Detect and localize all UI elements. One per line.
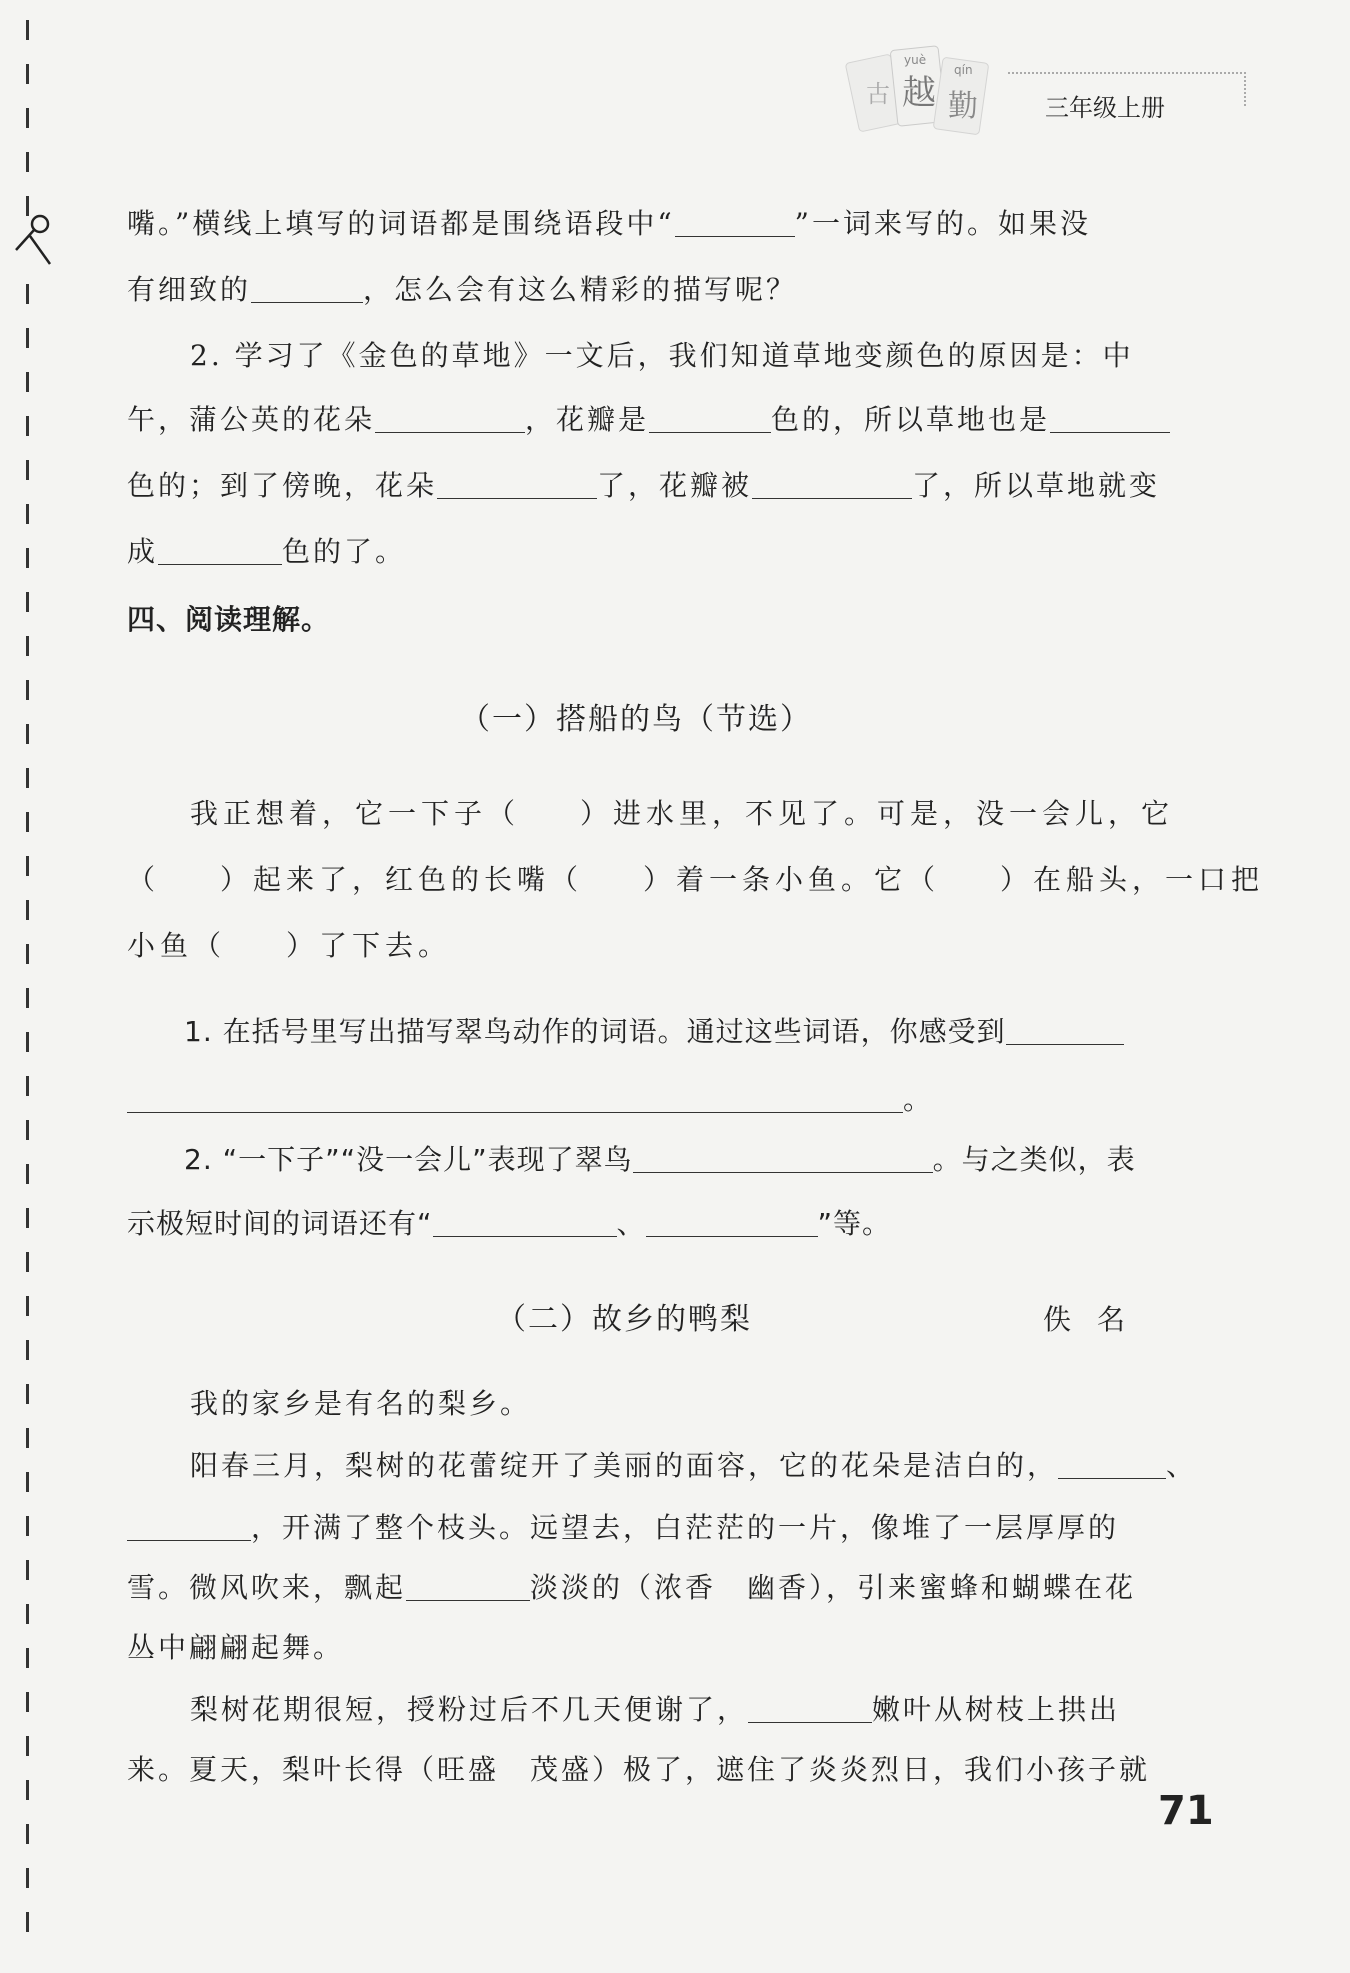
text-line: 。	[127, 1080, 1137, 1120]
cut-line-dash	[26, 1252, 29, 1272]
question-2: 2. 学习了《金色的草地》一文后，我们知道草地变颜色的原因是：中	[190, 339, 1134, 372]
passage-title: （二）故乡的鸭梨	[496, 1302, 752, 1337]
cut-line-dash	[26, 1208, 29, 1228]
answer-blank[interactable]	[1058, 1448, 1166, 1479]
answer-blank[interactable]	[437, 468, 597, 499]
cut-line-dash	[26, 1516, 29, 1536]
cut-line-dash	[26, 768, 29, 788]
answer-blank[interactable]	[1006, 1014, 1124, 1045]
text-line: 来。夏天，梨叶长得（旺盛 茂盛）极了，遮住了炎炎烈日，我们小孩子就	[127, 1753, 1151, 1786]
text-line: 示极短时间的词语还有“ 、 ”等。	[127, 1207, 892, 1240]
cut-line-dash	[26, 152, 29, 172]
text-line: 我的家乡是有名的梨乡。	[190, 1387, 532, 1420]
grade-label: 三年级上册	[1045, 94, 1165, 122]
text-line: 梨树花期很短，授粉过后不几天便谢了， 嫩叶从树枝上拱出	[190, 1693, 1121, 1726]
cut-line-dash	[26, 1164, 29, 1184]
cut-line-dash	[26, 64, 29, 84]
answer-blank[interactable]	[646, 1206, 818, 1237]
answer-blank[interactable]	[127, 1510, 251, 1541]
text-line: 成 色的了。	[127, 535, 407, 568]
answer-blank[interactable]	[375, 402, 525, 433]
text-line: 色的；到了傍晚，花朵 了，花瓣被 了，所以草地就变	[127, 469, 1161, 502]
cut-line-dash	[26, 680, 29, 700]
cut-line-dash	[26, 548, 29, 568]
text-line: ，开满了整个枝头。远望去，白茫茫的一片，像堆了一层厚厚的	[127, 1508, 1137, 1548]
answer-blank[interactable]	[127, 1082, 903, 1113]
cut-line-dash	[26, 328, 29, 348]
cut-line-dash	[26, 108, 29, 128]
text-line: 阳春三月，梨树的花蕾绽开了美丽的面容，它的花朵是洁白的， 、	[190, 1449, 1198, 1482]
cut-line-dash	[26, 1648, 29, 1668]
cut-line-dash	[26, 1076, 29, 1096]
cut-line-dash	[26, 636, 29, 656]
answer-blank[interactable]	[633, 1142, 933, 1173]
answer-blank[interactable]	[752, 468, 912, 499]
answer-blank[interactable]	[158, 534, 282, 565]
text-line: 有细致的 ，怎么会有这么精彩的描写呢？	[127, 273, 798, 306]
cut-line-dash	[26, 20, 29, 40]
text-line: 嘴。”横线上填写的词语都是围绕语段中“ ”一词来写的。如果没	[127, 207, 1091, 240]
text-line: （ ）起来了，红色的长嘴（ ）着一条小鱼。它（ ）在船头，一口把	[127, 863, 1265, 896]
passage-title: （一）搭船的鸟（节选）	[460, 702, 812, 737]
cut-line-dash	[26, 1692, 29, 1712]
cut-line-dash	[26, 1428, 29, 1448]
cut-line-dash	[26, 372, 29, 392]
author: 佚名	[1043, 1303, 1152, 1336]
answer-blank[interactable]	[406, 1570, 530, 1601]
answer-blank[interactable]	[748, 1692, 872, 1723]
cut-line-dash	[26, 504, 29, 524]
text-line: 我正想着，它一下子（ ）进水里，不见了。可是，没一会儿，它	[190, 797, 1175, 830]
cut-line-dash	[26, 1384, 29, 1404]
cut-line-dash	[26, 416, 29, 436]
cut-line-dash	[26, 1120, 29, 1140]
cut-line-dash	[26, 1780, 29, 1800]
cut-line-dash	[26, 1868, 29, 1888]
text-line: 雪。微风吹来，飘起 淡淡的（浓香 幽香），引来蜜蜂和蝴蝶在花	[127, 1571, 1137, 1604]
logo-pinyin-1: yuè	[904, 53, 927, 67]
text-line: 小鱼（ ）了下去。	[127, 929, 452, 962]
question-2: 2. “一下子”“没一会儿”表现了翠鸟 。与之类似，表	[184, 1143, 1136, 1176]
scissors-icon	[10, 210, 56, 270]
cut-line-dash	[26, 988, 29, 1008]
section-heading: 四、阅读理解。	[127, 603, 331, 636]
cut-line-dash	[26, 592, 29, 612]
cut-line	[26, 20, 30, 1960]
answer-blank[interactable]	[433, 1206, 617, 1237]
cut-line-dash	[26, 1824, 29, 1844]
text-line: 丛中翩翩起舞。	[127, 1631, 345, 1664]
cut-line-dash	[26, 460, 29, 480]
text-line: 午，蒲公英的花朵 ，花瓣是 色的，所以草地也是	[127, 400, 1137, 440]
cut-line-dash	[26, 1560, 29, 1580]
brand-logo	[830, 40, 1010, 160]
logo-pinyin-2: qín	[954, 63, 973, 77]
page-number: 71	[1158, 1788, 1214, 1834]
cut-line-dash	[26, 1340, 29, 1360]
answer-blank[interactable]	[649, 402, 771, 433]
answer-blank[interactable]	[251, 272, 363, 303]
cut-line-dash	[26, 944, 29, 964]
logo-char-2: 越	[902, 73, 936, 113]
logo-char-1: 古	[866, 80, 890, 108]
cut-line-dash	[26, 1472, 29, 1492]
cut-line-dash	[26, 1736, 29, 1756]
cut-line-dash	[26, 1604, 29, 1624]
question-1: 1. 在括号里写出描写翠鸟动作的词语。通过这些词语，你感受到	[184, 1012, 1194, 1052]
cut-line-dash	[26, 900, 29, 920]
cut-line-dash	[26, 812, 29, 832]
answer-blank[interactable]	[1050, 402, 1170, 433]
cut-line-dash	[26, 284, 29, 304]
cut-line-dash	[26, 1296, 29, 1316]
answer-blank[interactable]	[675, 206, 795, 237]
logo-char-3: 勤	[948, 89, 978, 124]
cut-line-dash	[26, 1912, 29, 1932]
cut-line-dash	[26, 1032, 29, 1052]
cut-line-dash	[26, 856, 29, 876]
cut-line-dash	[26, 724, 29, 744]
